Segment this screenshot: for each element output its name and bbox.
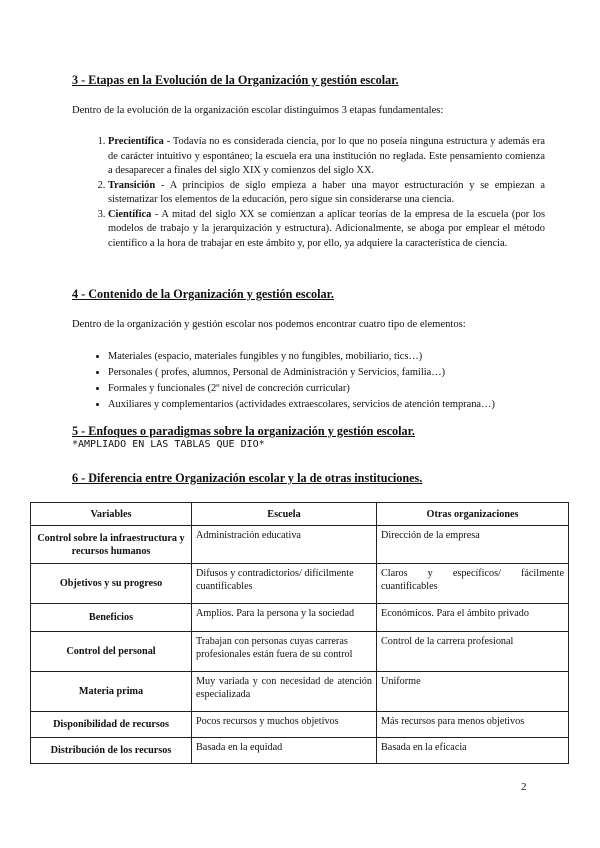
page-number: 2 [521, 781, 527, 793]
escuela-cell: Amplios. Para la persona y la sociedad [192, 604, 377, 632]
elements-list [90, 349, 548, 413]
otras-cell: Económicos. Para el ámbito privado [377, 604, 569, 632]
stage-term: Precientífica [108, 136, 164, 147]
section-4-intro: Dentro de la organización y gestión escolar nos podemos encontrar cuatro tipo de elementos: [72, 319, 466, 330]
column-header: Variables [31, 503, 192, 526]
table-row [31, 564, 569, 604]
section-5-note: *AMPLIADO EN LAS TABLAS QUE DIO* [72, 439, 265, 450]
column-header: Escuela [192, 503, 377, 526]
column-header: Otras organizaciones [377, 503, 569, 526]
table-row [31, 672, 569, 712]
variable-cell: Control sobre la infraestructura y recursos humanos [31, 526, 192, 564]
stage-item [108, 179, 545, 208]
otras-cell: Control de la carrera profesional [377, 632, 569, 672]
section-3-heading: 3 - Etapas en la Evolución de la Organización y gestión escolar. [72, 73, 399, 87]
section-5-heading: 5 - Enfoques o paradigmas sobre la organización y gestión escolar. [72, 424, 415, 438]
list-item: • Materiales (espacio, materiales fungibles y no fungibles, mobiliario, tics…) [108, 349, 548, 365]
section-3-intro: Dentro de la evolución de la organización escolar distinguimos 3 etapas fundamentales: [72, 105, 444, 116]
table-row [31, 526, 569, 564]
table-row [31, 738, 569, 764]
list-item: • Formales y funcionales (2º nivel de concreción curricular) [108, 381, 548, 397]
escuela-cell: Basada en la equidad [192, 738, 377, 764]
stage-item [108, 208, 545, 252]
stage-term: Transición [108, 179, 156, 191]
escuela-cell: Difusos y contradictorios/ difícilmente cuantificables [192, 564, 377, 604]
table-row [31, 632, 569, 672]
escuela-cell: Pocos recursos y muchos objetivos [192, 712, 377, 738]
stage-term: Científica [108, 208, 152, 220]
list-item: • Personales ( profes, alumnos, Personal de Administración y Servicios, familia…) [108, 365, 548, 381]
variable-cell: Materia prima [31, 672, 192, 712]
comparison-table [30, 502, 569, 764]
otras-cell: Uniforme [377, 672, 569, 712]
escuela-cell: Trabajan con personas cuyas carreras profesionales están fuera de su control [192, 632, 377, 672]
stage-text: - Todavía no es considerada ciencia, por lo que no poseía ninguna estructura y además era de carácter intuitivo y espontáneo; la escuela era una institución no reglada. Este pensamiento comienza a desaparecer a finales del siglo XIX y comienzos del siglo XX. [108, 136, 545, 176]
variable-cell: Beneficios [31, 604, 192, 632]
stage-item [108, 135, 545, 179]
list-item: • Auxiliares y complementarios (actividades extraescolares, servicios de atención temprana…) [108, 397, 548, 413]
otras-cell: Basada en la eficacia [377, 738, 569, 764]
section-4-heading: 4 - Contenido de la Organización y gestión escolar. [72, 287, 334, 301]
variable-cell: Objetivos y su progreso [31, 564, 192, 604]
otras-cell: Más recursos para menos objetivos [377, 712, 569, 738]
escuela-cell: Administración educativa [192, 526, 377, 564]
stage-text: - A mitad del siglo XX se comienzan a aplicar teorías de la empresa de la escuela (por los modelos de trabajo y la jerarquización y estructura). Adicionalmente, se aboga por emplear el método científico a la hora de trabajar en este ámbito y, por ello, ya adquiere la característica de ciencia. [108, 208, 545, 249]
section-6-heading: 6 - Diferencia entre Organización escolar y la de otras instituciones. [72, 471, 423, 485]
table-row [31, 604, 569, 632]
table-header-row [31, 503, 569, 526]
variable-cell: Distribución de los recursos [31, 738, 192, 764]
stage-text: - A principios de siglo empieza a haber una mayor estructuración y se empiezan a sistematizar los elementos de la educación, pero sigue sin considerarse una ciencia. [108, 179, 545, 205]
variable-cell: Control del personal [31, 632, 192, 672]
otras-cell: Dirección de la empresa [377, 526, 569, 564]
variable-cell: Disponibilidad de recursos [31, 712, 192, 738]
table-row [31, 712, 569, 738]
stages-list [90, 135, 545, 251]
escuela-cell: Muy variada y con necesidad de atención especializada [192, 672, 377, 712]
otras-cell: Claros y específicos/ fácilmente cuantificables [377, 564, 569, 604]
